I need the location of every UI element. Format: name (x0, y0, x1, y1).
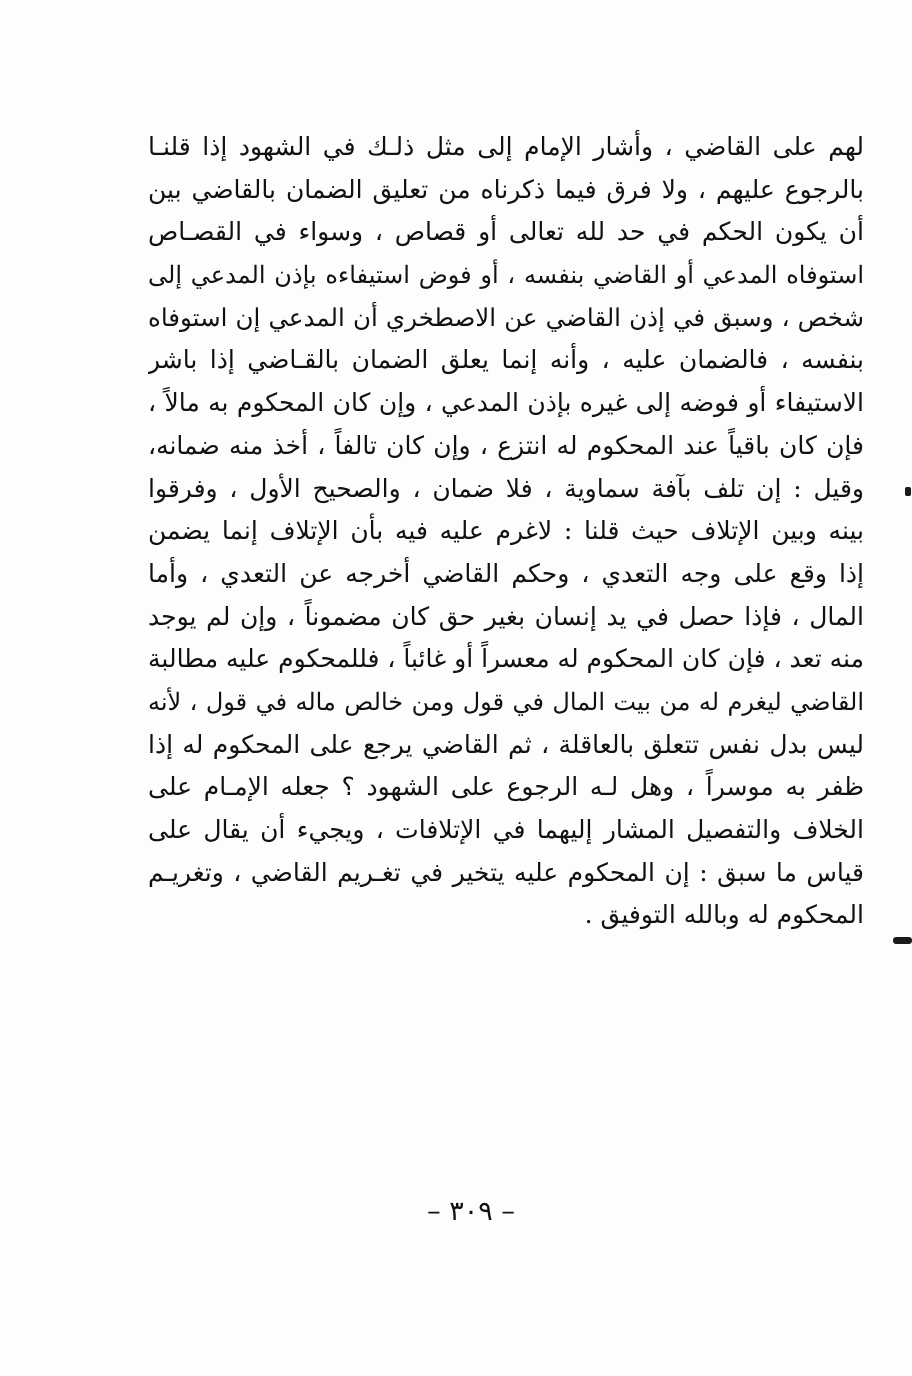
text-line-last: المحكوم له وبالله التوفيق . (584, 900, 864, 930)
text-line: بنفسه ، فالضمان عليه ، وأنه إنما يعلق الضمان بالقـاضي إذا باشر (148, 345, 864, 375)
text-line: الخلاف والتفصيل المشار إليهما في الإتلافات ، ويجيء أن يقال على (148, 815, 864, 844)
text-line: قياس ما سبق : إن المحكوم عليه يتخير في تغـريم القاضي ، وتغريـم (148, 857, 864, 887)
text-line: شخص ، وسبق في إذن القاضي عن الاصطخري أن المدعي إن استوفاه (148, 302, 864, 332)
text-line: أن يكون الحكم في حد لله تعالى أو قصاص ، وسواء في القصـاص (148, 217, 864, 247)
text-line: لهم على القاضي ، وأشار الإمام إلى مثل ذلـك في الشهود إذا قلنـا (148, 132, 864, 161)
text-line: فإن كان باقياً عند المحكوم له انتزع ، وإن كان تالفاً ، أخذ منه ضمانه، (148, 430, 864, 460)
text-line: ليس بدل نفس تتعلق بالعاقلة ، ثم القاضي يرجع على المحكوم له إذا (148, 729, 864, 759)
scan-edge-mark (905, 487, 911, 496)
text-line: بينه وبين الإتلاف حيث قلنا : لاغرم عليه فيه بأن الإتلاف إنما يضمن (148, 516, 864, 546)
text-line: إذا وقع على وجه التعدي ، وحكم القاضي أخرجه عن التعدي ، وأما (148, 558, 864, 588)
text-line: وقيل : إن تلف بآفة سماوية ، فلا ضمان ، والصحيح الأول ، وفرقوا (148, 473, 864, 503)
scan-edge-mark (893, 937, 912, 944)
text-line: ظفر به موسراً ، وهل لـه الرجوع على الشهود ؟ جعله الإمـام على (148, 772, 864, 802)
text-line: بالرجوع عليهم ، ولا فرق فيما ذكرناه من تعليق الضمان بالقاضي بين (148, 174, 864, 204)
text-line: الاستيفاء أو فوضه إلى غيره بإذن المدعي ، وإن كان المحكوم به مالاً ، (148, 388, 864, 418)
page-number: – ٣٠٩ – (427, 1196, 515, 1227)
text-line: استوفاه المدعي أو القاضي بنفسه ، أو فوض استيفاءه بإذن المدعي إلى (148, 261, 864, 290)
text-line: منه تعد ، فإن كان المحكوم له معسراً أو غائباً ، فللمحكوم عليه مطالبة (148, 644, 864, 674)
text-line: المال ، فإذا حصل في يد إنسان بغير حق كان مضموناً ، وإن لم يوجد (148, 601, 864, 631)
text-line: القاضي ليغرم له من بيت المال في قول ومن خالص ماله في قول ، لأنه (148, 687, 864, 716)
body-text (148, 126, 864, 937)
